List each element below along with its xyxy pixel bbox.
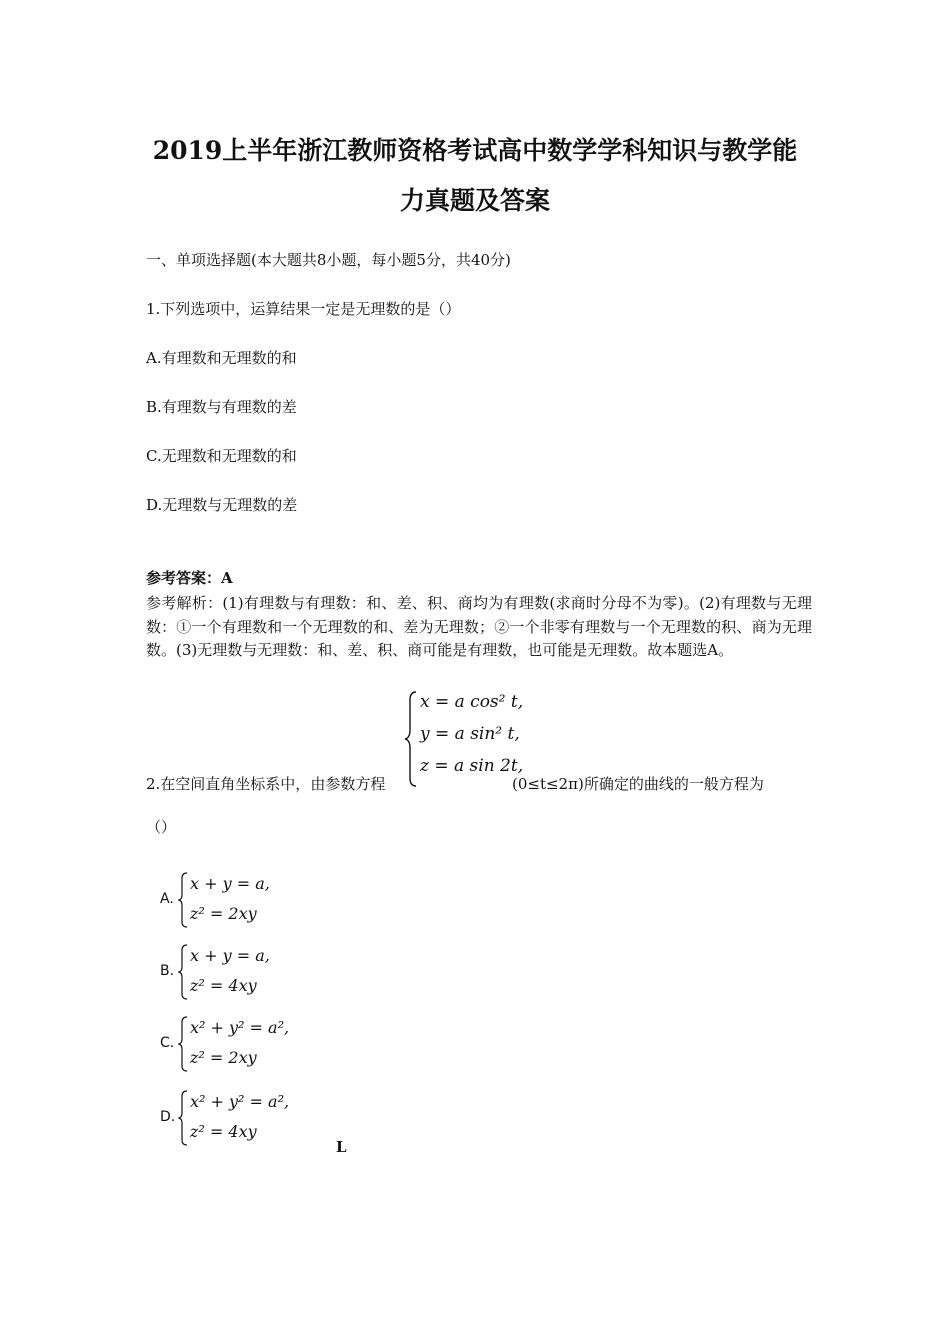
question-2-option-d [160,1090,330,1148]
option-letter: A. [160,891,174,907]
document-title-line-1: 2019上半年浙江教师资格考试高中数学学科知识与教学能 [152,136,798,165]
left-brace-icon [178,872,188,928]
document-title-line-2: 力真题及答案 [399,186,550,215]
option-eq-2: z² = 2xy [190,904,257,923]
question-1-answer: 参考答案：A [146,569,233,587]
left-brace-icon [178,1016,188,1072]
option-eq-1: x² + y² = a², [190,1018,290,1037]
question-1-option-b: B.有理数与有理数的差 [146,398,297,416]
option-eq-2: z² = 4xy [190,1122,257,1141]
question-1-option-c: C.无理数和无理数的和 [146,447,297,465]
question-1-option-d: D.无理数与无理数的差 [146,496,298,514]
left-brace-icon [178,944,188,1000]
option-eq-1: x² + y² = a², [190,1092,290,1111]
question-2-option-b [160,944,320,1002]
question-2-option-c [160,1016,330,1074]
option-eq-1: x + y = a, [190,874,270,893]
question-2-stem-tail: （） [146,818,177,836]
param-eq-x: x = a cos² t, [420,692,524,712]
section-heading: 一、单项选择题(本大题共8小题，每小题5分，共40分) [146,251,511,269]
stray-mark: L [336,1138,347,1156]
question-1-stem: 1.下列选项中，运算结果一定是无理数的是（） [146,300,461,318]
question-1-analysis: 参考解析：(1)有理数与有理数：和、差、积、商均为有理数(求商时分母不为零)。(2)有理数与无理数：①一个有理数和一个无理数的和、差为无理数；②一个非零有理数与一个无理数的积、商为无理数。(3)无理数与无理数：和、差、积、商可能是有理数，也可能是无理数。故本题选A。 [146,594,812,659]
option-letter: D. [160,1109,176,1125]
option-letter: B. [160,963,175,979]
left-brace-icon [178,1090,188,1146]
param-eq-z: z = a sin 2t, [420,756,524,776]
question-2-stem-before: 2.在空间直角坐标系中，由参数方程 [146,775,386,793]
option-eq-2: z² = 2xy [190,1048,257,1067]
question-1-option-a: A.有理数和无理数的和 [146,349,297,367]
option-eq-1: x + y = a, [190,946,270,965]
option-letter: C. [160,1035,175,1051]
parametric-equation-system [404,690,524,790]
option-eq-2: z² = 4xy [190,976,257,995]
param-eq-y: y = a sin² t, [420,724,520,744]
question-2-stem-after: (0≤t≤2π)所确定的曲线的一般方程为 [512,775,764,793]
question-2-option-a [160,872,320,930]
left-brace-icon [404,690,418,788]
